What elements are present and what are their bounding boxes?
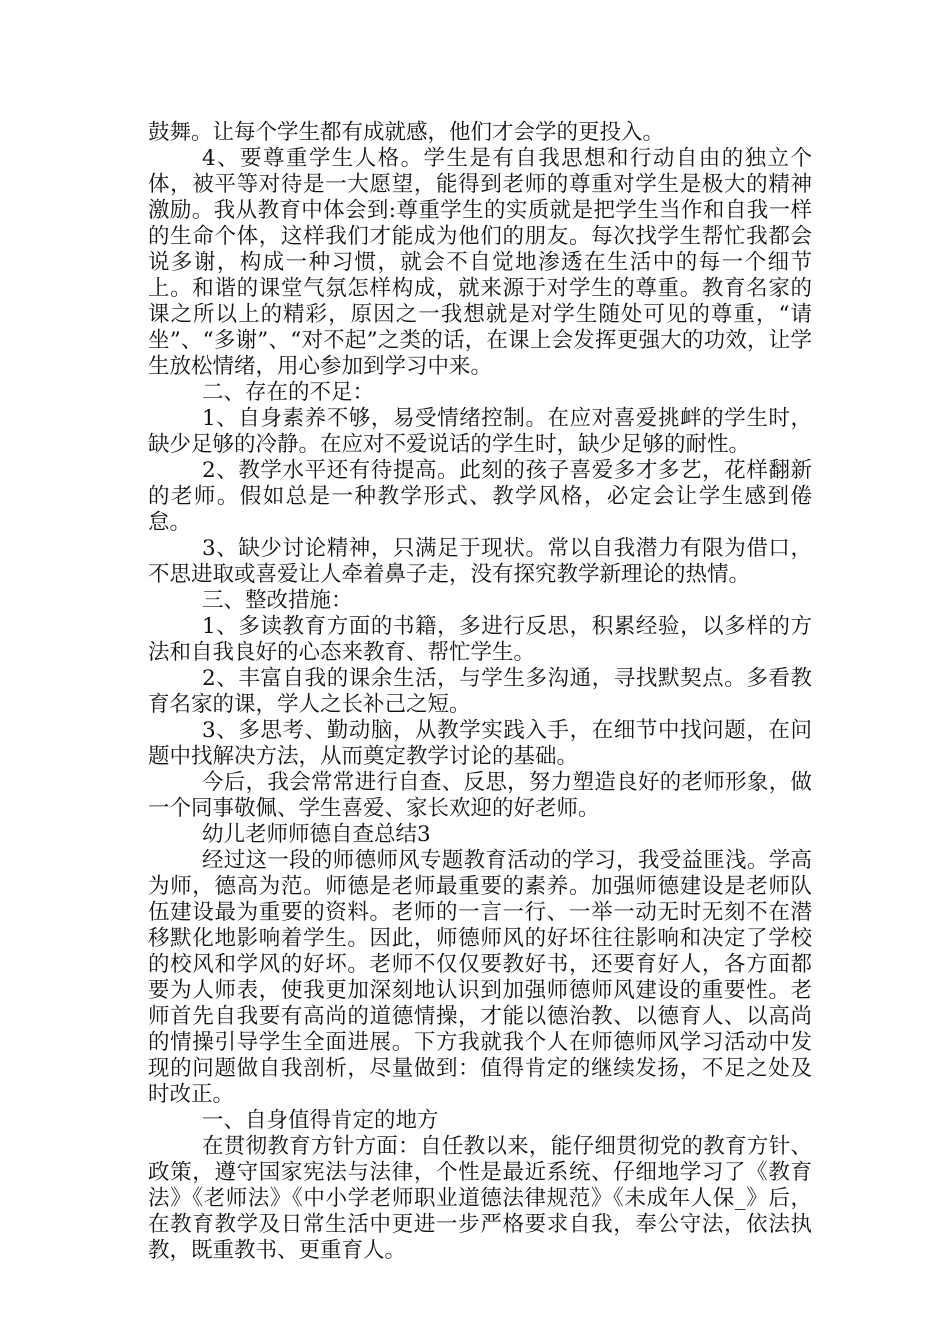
paragraph: 1、自身素养不够，易受情绪控制。在应对喜爱挑衅的学生时，缺少足够的冷静。在应对不爱说话的学生时，缺少足够的耐性。 — [148, 406, 812, 457]
paragraph: 3、缺少讨论精神，只满足于现状。常以自我潜力有限为借口，不思进取或喜爱让人牵着鼻子走，没有探究教学新理论的热情。 — [148, 536, 812, 587]
paragraph: 在贯彻教育方针方面：自任教以来，能仔细贯彻党的教育方针、政策，遵守国家宪法与法律，个性是最近系统、仔细地学习了《教育法》《老师法》《中小学老师职业道德法律规范》《未成年人保_》后，在教育教学及日常生活中更进一步严格要求自我，奉公守法，依法执教，既重教书、更重育人。 — [148, 1134, 812, 1263]
paragraph: 鼓舞。让每个学生都有成就感，他们才会学的更投入。 — [148, 120, 665, 145]
paragraph: 经过这一段的师德师风专题教育活动的学习，我受益匪浅。学高为师，德高为范。师德是老师最重要的素养。加强师德建设是老师队伍建设最为重要的资料。老师的一言一行、一举一动无时无刻不在潜移默化地影响着学生。因此，师德师风的好坏往往影响和决定了学校的校风和学风的好坏。老师不仅仅要教好书，还要育好人，各方面都要为人师表，使我更加深刻地认识到加强师德师风建设的重要性。老师首先自我要有高尚的道德情操，才能以德治教、以德育人、以高尚的情操引导学生全面进展。下方我就我个人在师德师风学习活动中发现的问题做自我剖析，尽量做到：值得肯定的继续发扬，不足之处及时改正。 — [148, 848, 812, 1107]
paragraph: 3、多思考、勤动脑，从教学实践入手，在细节中找问题，在问题中找解决方法，从而奠定教学讨论的基础。 — [148, 718, 812, 769]
section-heading: 三、整改措施： — [202, 588, 353, 613]
paragraph: 2、丰富自我的课余生活，与学生多沟通，寻找默契点。多看教育名家的课，学人之长补己之短。 — [148, 666, 812, 717]
document-body — [148, 120, 812, 1264]
paragraph: 1、多读教育方面的书籍，多进行反思，积累经验，以多样的方法和自我良好的心态来教育、帮忙学生。 — [148, 614, 812, 665]
document-title: 幼儿老师师德自查总结3 — [202, 822, 431, 847]
paragraph: 4、要尊重学生人格。学生是有自我思想和行动自由的独立个体，被平等对待是一大愿望，能得到老师的尊重对学生是极大的精神激励。我从教育中体会到:尊重学生的实质就是把学生当作和自我一样的生命个体，这样我们才能成为他们的朋友。每次找学生帮忙我都会说多谢，构成一种习惯，就会不自觉地渗透在生活中的每一个细节上。和谐的课堂气氛怎样构成，就来源于对学生的尊重。教育名家的课之所以上的精彩，原因之一我想就是对学生随处可见的尊重，“请坐”、“多谢”、“对不起”之类的话，在课上会发挥更强大的功效，让学生放松情绪，用心参加到学习中来。 — [148, 146, 812, 379]
paragraph: 今后，我会常常进行自查、反思，努力塑造良好的老师形象，做一个同事敬佩、学生喜爱、家长欢迎的好老师。 — [148, 770, 812, 821]
section-heading: 一、自身值得肯定的地方 — [202, 1108, 439, 1133]
paragraph: 2、教学水平还有待提高。此刻的孩子喜爱多才多艺，花样翻新的老师。假如总是一种教学形式、教学风格，必定会让学生感到倦怠。 — [148, 458, 812, 535]
section-heading: 二、存在的不足： — [202, 380, 375, 405]
